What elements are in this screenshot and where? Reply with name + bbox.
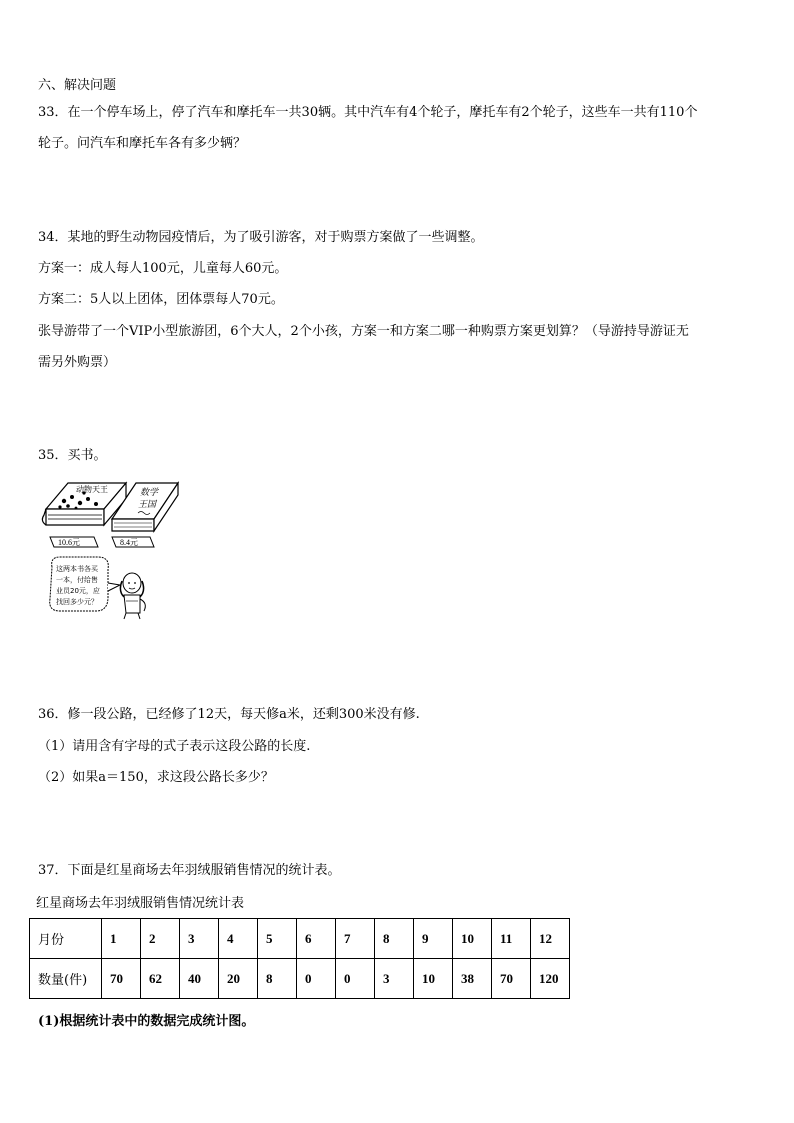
price-tag-2 [112, 537, 154, 547]
table-cell: 8 [258, 959, 297, 999]
table-cell: 12 [531, 919, 570, 959]
q36-sub2: （2）如果a＝150，求这段公路长多少？ [38, 770, 274, 785]
price-1: 10.6元 [58, 538, 80, 547]
book1-title: 动物天王 [76, 485, 108, 494]
table-cell: 70 [492, 959, 531, 999]
q37-line1: 37．下面是红星商场去年羽绒服销售情况的统计表。 [38, 863, 341, 878]
table-cell: 1 [102, 919, 141, 959]
table-cell: 38 [453, 959, 492, 999]
books-illustration [40, 479, 200, 629]
q34-line1: 34．某地的野生动物园疫情后，为了吸引游客，对于购票方案做了一些调整。 [38, 230, 484, 245]
table-cell: 0 [297, 959, 336, 999]
table-cell: 9 [414, 919, 453, 959]
table-cell: 10 [453, 919, 492, 959]
q34-plan1: 方案一：成人每人100元，儿童每人60元。 [38, 261, 288, 276]
bubble-line1: 这两本书各买 [56, 565, 98, 573]
girl-icon [120, 573, 145, 619]
bubble-line2: 一本，付给售 [56, 576, 98, 584]
bubble-line3: 业员20元，应 [56, 587, 100, 595]
bubble-line4: 找回多少元？ [56, 598, 98, 606]
table-cell: 20 [219, 959, 258, 999]
table-cell: 120 [531, 959, 570, 999]
sales-table [29, 918, 570, 999]
section-heading: 六、解决问题 [38, 78, 117, 93]
table-cell: 11 [492, 919, 531, 959]
table-row-quantity [30, 959, 570, 999]
header-quantity: 数量(件) [30, 959, 102, 999]
price-2: 8.4元 [120, 538, 138, 547]
q33-line2: 轮子。问汽车和摩托车各有多少辆？ [38, 136, 247, 151]
book2-title-line2: 王国 [138, 500, 157, 510]
q36-sub1: （1）请用含有字母的式子表示这段公路的长度. [38, 739, 311, 754]
table-title: 红星商场去年羽绒服销售情况统计表 [36, 896, 245, 911]
q36-line1: 36．修一段公路，已经修了12天，每天修a米，还剩300米没有修. [38, 707, 420, 722]
q37-sub1: (1)根据统计表中的数据完成统计图。 [38, 1014, 255, 1029]
table-cell: 6 [297, 919, 336, 959]
q34-line4: 张导游带了一个VIP小型旅游团，6个大人，2个小孩，方案一和方案二哪一种购票方案更划算？（导游持导游证无 [38, 324, 689, 339]
table-cell: 8 [375, 919, 414, 959]
table-cell: 2 [141, 919, 180, 959]
table-cell: 10 [414, 959, 453, 999]
table-cell: 62 [141, 959, 180, 999]
table-cell: 5 [258, 919, 297, 959]
table-cell: 3 [375, 959, 414, 999]
q34-plan2: 方案二：5人以上团体，团体票每人70元。 [38, 292, 284, 307]
table-cell: 4 [219, 919, 258, 959]
table-cell: 40 [180, 959, 219, 999]
table-row-months [30, 919, 570, 959]
header-month: 月份 [30, 919, 102, 959]
q34-line5: 需另外购票） [38, 355, 117, 370]
price-tag-1 [50, 537, 98, 547]
table-cell: 7 [336, 919, 375, 959]
book2-title-line1: 数学 [140, 488, 159, 498]
table-cell: 0 [336, 959, 375, 999]
q35-line1: 35．买书。 [38, 448, 107, 463]
q33-line1: 33．在一个停车场上，停了汽车和摩托车一共30辆。其中汽车有4个轮子，摩托车有2个轮子，这些车一共有110个 [38, 105, 698, 120]
speech-bubble [50, 557, 120, 611]
table-cell: 70 [102, 959, 141, 999]
table-cell: 3 [180, 919, 219, 959]
